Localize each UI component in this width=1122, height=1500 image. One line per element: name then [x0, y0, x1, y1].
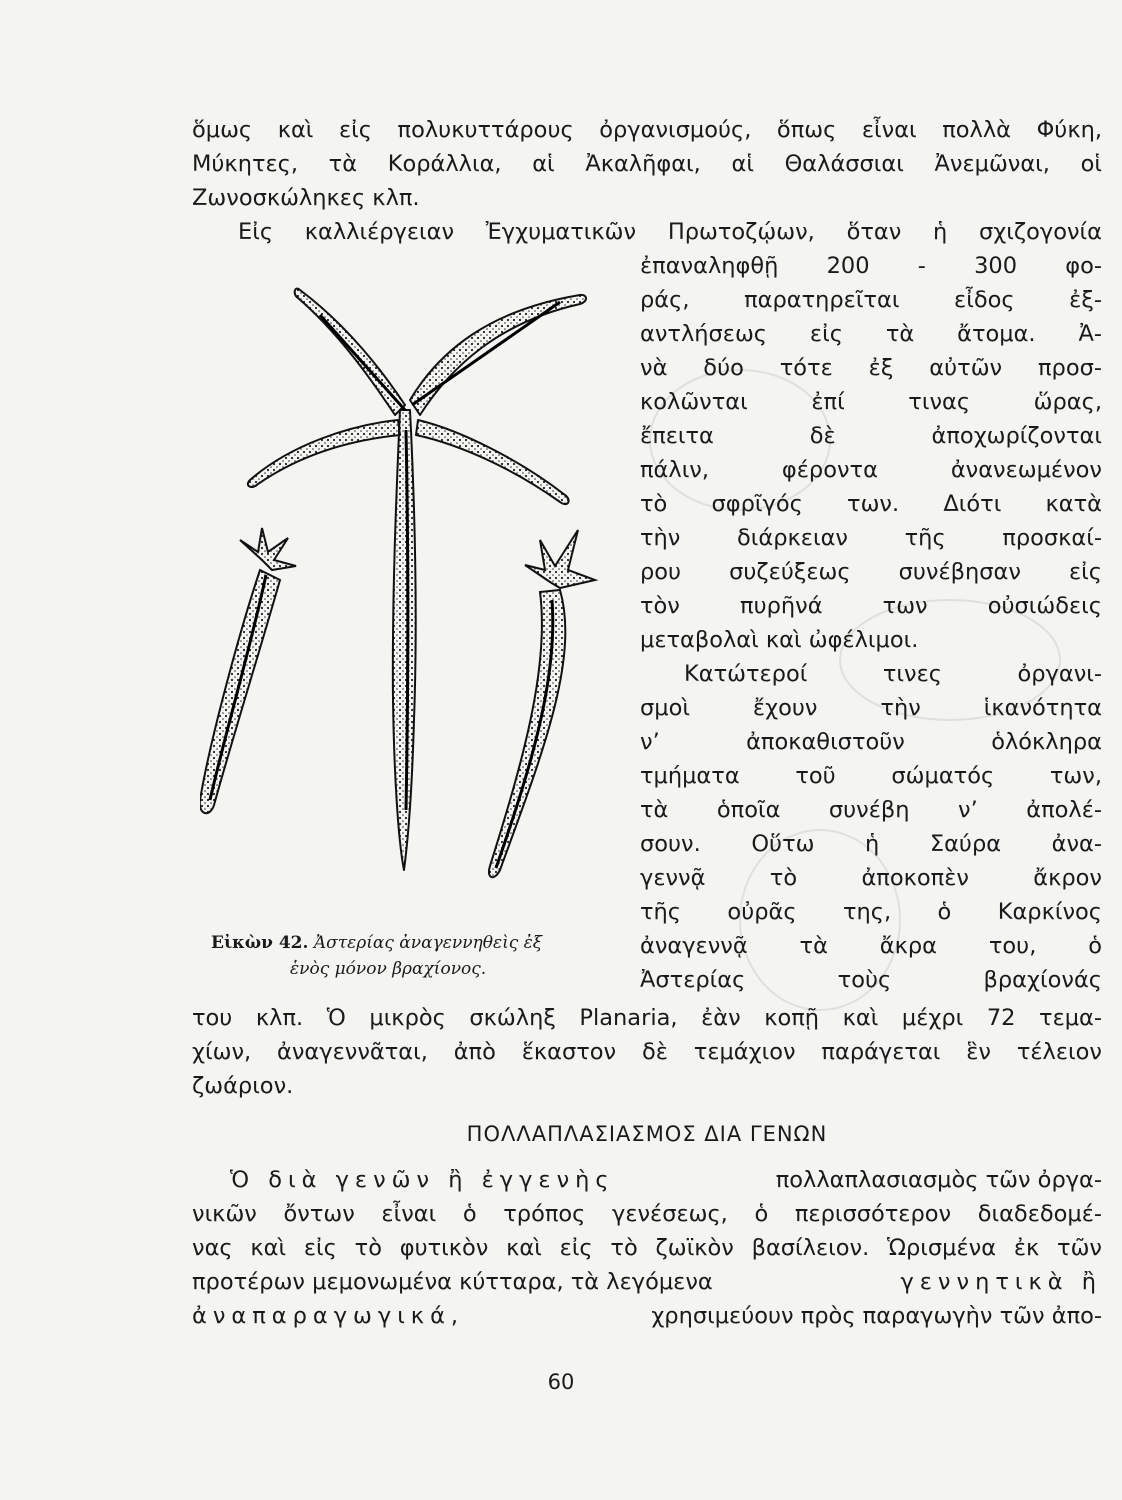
column-line: τὰ ὁποῖα συνέβη ν’ ἀπολέ-	[640, 797, 1102, 823]
body-line: ὅμως καὶ εἰς πολυκυττάρους ὀργανισμούς, ὅπως εἶναι πολλὰ Φύκη,	[192, 117, 1102, 143]
starfish-illustration	[200, 270, 650, 920]
spaced-term: γεννητικὰ ἢ	[900, 1269, 1102, 1295]
column-line: τῆς οὐρᾶς της, ὁ Καρκίνος	[640, 899, 1102, 925]
section-line	[192, 1266, 1102, 1298]
column-line: ν’ ἀποκαθιστοῦν ὁλόκληρα	[640, 729, 1102, 755]
column-line: Ἀστερίας τοὺς βραχίονάς	[640, 967, 1102, 993]
column-line: νὰ δύο τότε ἐξ αὐτῶν προσ-	[640, 355, 1102, 381]
caption-text-line2: ἑνὸς μόνον βραχίονος.	[290, 959, 487, 979]
section-line-start: προτέρων μεμονωμένα κύτταρα, τὰ λεγόμενα	[192, 1269, 713, 1295]
column-line: μεταβολαὶ καὶ ὠφέλιμοι.	[640, 627, 919, 653]
column-line: πάλιν, φέροντα ἀνανεωμένον	[640, 457, 1102, 483]
figure-caption	[211, 931, 542, 955]
column-line: σμοὶ ἔχουν τὴν ἱκανότητα	[640, 695, 1102, 721]
section-line: νικῶν ὄντων εἶναι ὁ τρόπος γενέσεως, ὁ περισσότερον διαδεδομέ-	[192, 1201, 1102, 1227]
column-line: κολῶνται ἐπί τινας ὥρας,	[640, 389, 1102, 415]
column-line: γεννᾷ τὸ ἀποκοπὲν ἄκρον	[640, 865, 1102, 891]
column-line: τμήματα τοῦ σώματός των,	[640, 763, 1102, 789]
section-line: νας καὶ εἰς τὸ φυτικὸν καὶ εἰς τὸ ζωϊκὸν βασίλειον. Ὡρισμένα ἐκ τῶν	[192, 1235, 1102, 1261]
section-line	[192, 1300, 1102, 1332]
column-line: Κατώτεροί τινες ὀργανι-	[684, 661, 1102, 687]
column-line: τὸν πυρῆνά των οὐσιώδεις	[640, 593, 1102, 619]
column-line: τὸ σφρῖγός των. Διότι κατὰ	[640, 491, 1102, 517]
body-line: χίων, ἀναγεννᾶται, ἀπὸ ἕκαστον δὲ τεμάχιον παράγεται ἓν τέλειον	[192, 1039, 1102, 1065]
caption-text-line1: Ἀστερίας ἀναγεννηθεὶς ἐξ	[313, 933, 543, 953]
column-line: ράς, παρατηρεῖται εἶδος ἐξ-	[640, 287, 1102, 313]
section-heading: ΠΟΛΛΑΠΛΑΣΙΑΣΜΟΣ ΔΙΑ ΓΕΝΩΝ	[466, 1122, 828, 1146]
body-line: ζωάριον.	[192, 1073, 294, 1099]
section-line-rest: χρησιμεύουν πρὸς παραγωγὴν τῶν ἀπο-	[651, 1303, 1102, 1329]
column-line: ἀναγεννᾷ τὰ ἄκρα του, ὁ	[640, 933, 1102, 959]
section-line-rest: πολλαπλασιασμὸς τῶν ὀργα-	[775, 1167, 1102, 1193]
column-line: σουν. Οὕτω ἡ Σαύρα ἀνα-	[640, 831, 1102, 857]
column-line: ρου συζεύξεως συνέβησαν εἰς	[640, 559, 1102, 585]
column-line: αντλήσεως εἰς τὰ ἄτομα. Ἀ-	[640, 321, 1102, 347]
caption-label: Εἰκὼν 42.	[211, 933, 309, 953]
column-line: ἐπαναληφθῇ 200 - 300 φο-	[640, 253, 1102, 279]
body-line: Μύκητες, τὰ Κοράλλια, αἱ Ἀκαλῆφαι, αἱ Θαλάσσιαι Ἀνεμῶναι, οἱ	[192, 151, 1102, 177]
page-number: 60	[547, 1370, 575, 1394]
section-line	[230, 1164, 1102, 1196]
column-line: ἔπειτα δὲ ἀποχωρίζονται	[640, 423, 1102, 449]
body-line: του κλπ. Ὁ μικρὸς σκώληξ Planaria, ἐὰν κοπῇ καὶ μέχρι 72 τεμα-	[192, 1005, 1102, 1031]
column-line: τὴν διάρκειαν τῆς προσκαί-	[640, 525, 1102, 551]
spaced-term: Ὁ διὰ γενῶν ἢ ἐγγενὴς	[230, 1167, 615, 1193]
spaced-term: ἀναπαραγωγικά,	[192, 1303, 465, 1329]
body-line: Ζωνοσκώληκες κλπ.	[192, 185, 420, 211]
paragraph-first-line: Εἰς καλλιέργειαν Ἐγχυματικῶν Πρωτοζῴων, ὅταν ἡ σχιζογονία	[238, 219, 1102, 245]
